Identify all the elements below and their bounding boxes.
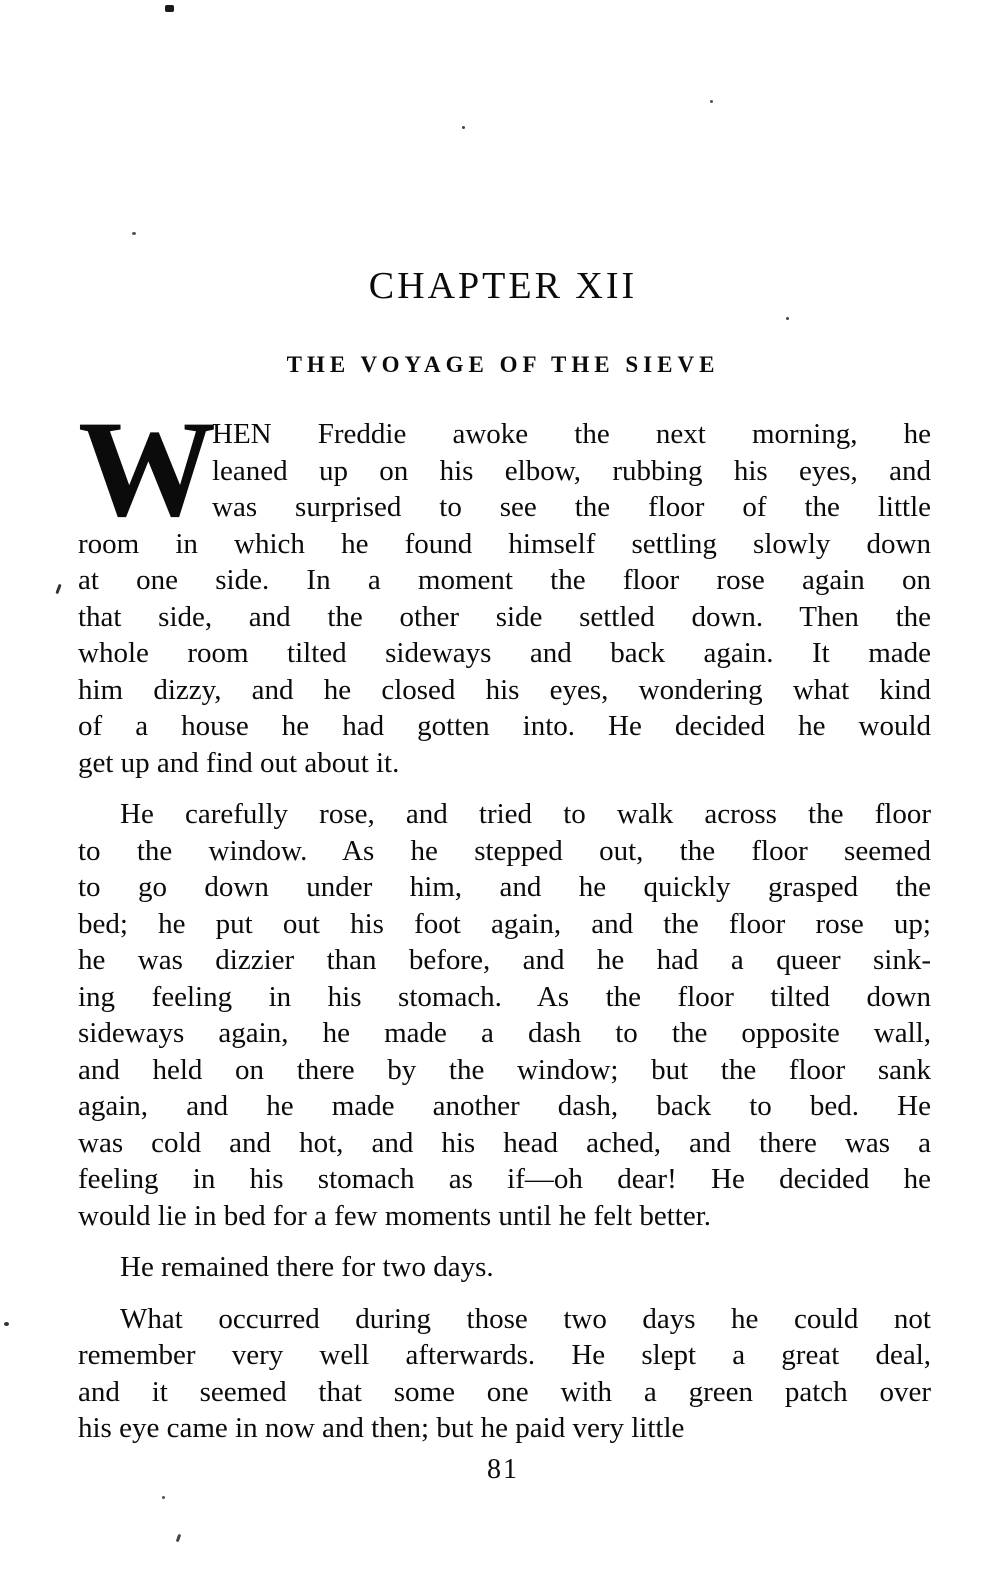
text-line: bed; he put out his foot again, and the floor rose up; [78, 907, 931, 940]
text-line: to the window. As he stepped out, the floor seemed [78, 834, 931, 867]
text-line: at one side. In a moment the floor rose again on [78, 564, 931, 596]
text-line: was cold and hot, and his head ached, and there was a [78, 1126, 931, 1159]
text-line: He remained there for two days. [120, 1251, 494, 1283]
text-line: leaned up on his elbow, rubbing his eyes, and [212, 454, 931, 487]
section-title: THE VOYAGE OF THE SIEVE [286, 352, 720, 377]
scan-speck [132, 232, 136, 235]
drop-cap: W [78, 392, 212, 545]
scan-speck [176, 1534, 182, 1543]
paragraph-3 [78, 1249, 931, 1286]
text-line: his eye came in now and then; but he paid very little [78, 1412, 685, 1444]
text-line: to go down under him, and he quickly grasped the [78, 871, 931, 903]
text-line: ing feeling in his stomach. As the floor tilted down [78, 980, 931, 1013]
text-line: that side, and the other side settled down. Then the [78, 600, 931, 633]
scan-speck [710, 100, 713, 103]
scan-speck [462, 126, 465, 129]
text-line: him dizzy, and he closed his eyes, wondering what kind [78, 673, 931, 706]
paragraph-1 [78, 392, 931, 781]
scan-speck [165, 5, 174, 12]
text-line: and it seemed that some one with a green patch over [78, 1375, 931, 1408]
text-line: was surprised to see the floor of the little [212, 491, 931, 523]
text-line: He carefully rose, and tried to walk across the floor [120, 798, 931, 830]
text-line: he was dizzier than before, and he had a queer sink- [78, 944, 931, 976]
text-line: feeling in his stomach as if—oh dear! He decided he [78, 1163, 931, 1195]
text-line: of a house he had gotten into. He decided he would [78, 710, 931, 742]
body-text [78, 392, 931, 1447]
text-line: sideways again, he made a dash to the opposite wall, [78, 1017, 931, 1049]
text-line: HEN Freddie awoke the next morning, he [212, 418, 931, 450]
text-line: and held on there by the window; but the floor sank [78, 1053, 931, 1086]
text-line: whole room tilted sideways and back again. It made [78, 637, 931, 669]
scan-speck [4, 1322, 9, 1326]
scan-speck [786, 317, 789, 320]
text-line: again, and he made another dash, back to bed. He [78, 1090, 931, 1122]
paragraph-2 [78, 796, 931, 1234]
text-line: would lie in bed for a few moments until he felt better. [78, 1199, 712, 1232]
text-line: What occurred during those two days he could not [120, 1302, 931, 1335]
page-number: 81 [487, 1454, 519, 1485]
text-line: room in which he found himself settling slowly down [78, 527, 931, 560]
text-line: get up and find out about it. [78, 746, 400, 779]
text-line: remember very well afterwards. He slept a great deal, [78, 1339, 931, 1371]
chapter-title: CHAPTER XII [368, 265, 638, 307]
scan-speck [55, 584, 61, 594]
scan-speck [162, 1496, 165, 1499]
paragraph-4 [78, 1301, 931, 1447]
